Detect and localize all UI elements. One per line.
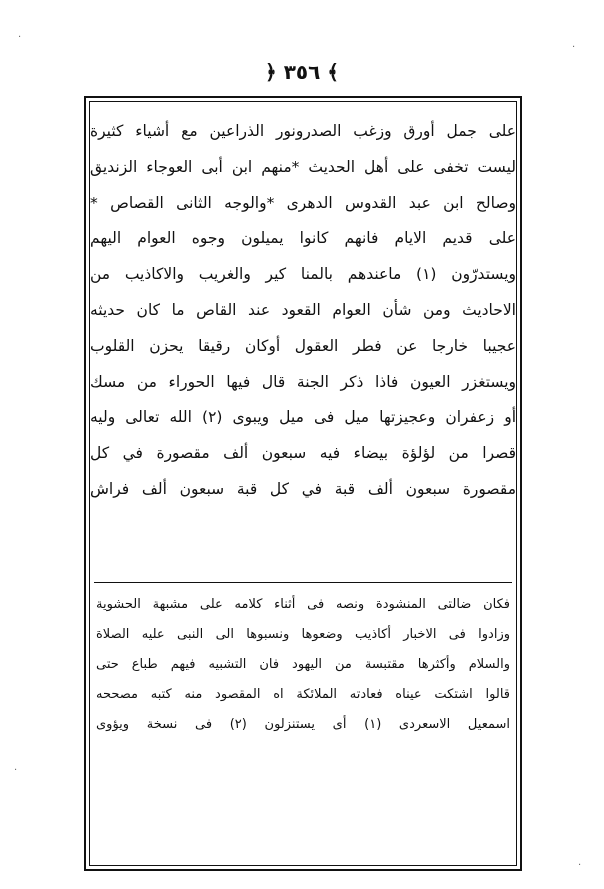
page-number: ﴿ ٣٥٦ ﴾ [265,60,339,84]
text-line: على جمل أورق وزغب الصدرونور الذراعين مع أشياء كثيرة [90,122,516,140]
text-line: قصرا من لؤلؤة بيضاء فيه سبعون ألف مقصورة في كل [90,444,516,463]
text-line: ويستدرّون (١) ماعندهم بالمنا كير والغريب والاكاذيب من [90,265,516,284]
footnotes [96,590,510,740]
text-line: على قديم الايام فانهم كانوا يميلون وجوه العوام اليهم [90,229,516,248]
text-line: ويستغزر العيون فاذا ذكر الجنة قال فيها الحوراء من مسك [90,372,516,391]
footnote-line: فكان ضالتى المنشودة ونصه فى أثناء كلامه على مشبهة الحشوية [96,597,510,612]
scan-speck: · [18,32,22,43]
main-text [90,114,516,508]
text-line: مقصورة سبعون ألف قبة في كل قبة سبعون ألف فراش [90,479,516,498]
scan-speck: · [14,765,18,776]
footnote-line: قالوا اشتكت عيناه فعادته الملائكة اه المقصود منه كتبه مصححه [96,687,510,702]
footnote-line: والسلام وأكثرها مقتبسة من اليهود فان التشبيه فيهم طباع حتى [96,657,510,672]
text-line: أو زعفران وعجيزتها ميل فى ميل ويبوى (٢) الله تعالى وليه [90,408,516,427]
text-line: الاحاديث ومن شأن العوام القعود عند القاص ما كان حديثه [90,300,516,319]
text-line: وصالح ابن عبد القدوس الدهرى *والوجه الثانى القصاص * [90,193,516,212]
scan-speck: · [578,860,582,871]
footnote-line: اسمعيل الاسعردى (١) أى يستنزلون (٢) فى نسخة ويؤوى [96,717,510,732]
text-line: ليست تخفى على أهل الحديث *منهم ابن أبى العوجاء الزنديق [90,157,516,176]
footnote-line: وزادوا فى الاخبار أكاذيب وضعوها ونسبوها الى النبى عليه الصلاة [96,627,510,642]
text-line: عجيبا خارجا عن فطر العقول أوكان رقيقا يحزن القلوب [90,336,516,355]
scan-speck: · [572,42,576,53]
footnote-separator [94,582,512,583]
